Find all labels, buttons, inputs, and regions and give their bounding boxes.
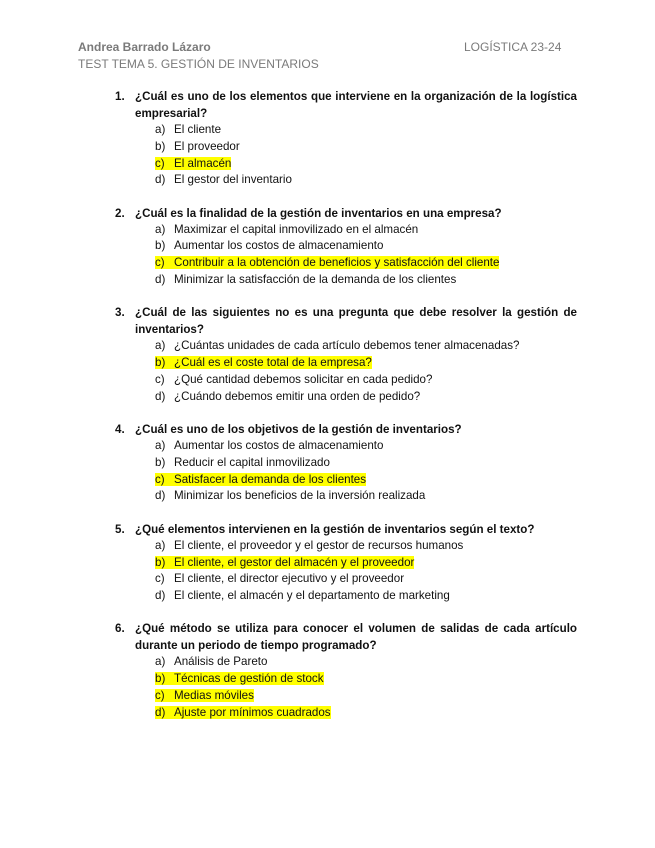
answer-option [155,488,577,505]
highlighted-answer [155,157,231,170]
option-text: El gestor del inventario [174,173,292,187]
answer-option [155,455,577,472]
question-title [115,421,577,438]
option-letter: d) [155,173,166,187]
highlighted-answer [155,256,499,269]
highlighted-answer [155,556,414,569]
answer-option [155,472,577,489]
option-text: Maximizar el capital inmovilizado en el almacén [174,222,419,236]
option-text: ¿Qué cantidad debemos solicitar en cada pedido? [174,372,433,386]
question-title [115,620,577,654]
answer-option [155,555,577,572]
question-4 [115,421,577,505]
answer-content [155,140,240,153]
answer-content [155,223,418,236]
option-text: El cliente, el proveedor y el gestor de recursos humanos [174,538,464,552]
option-text: Satisfacer la demanda de los clientes [174,472,367,486]
option-text: ¿Cuál es el coste total de la empresa? [174,356,372,370]
option-text: Ajuste por mínimos cuadrados [174,705,331,719]
answer-content [155,572,404,585]
question-5 [115,521,577,605]
answer-option [155,588,577,605]
question-text: ¿Qué elementos intervienen en la gestión de inventarios según el texto? [135,522,535,536]
option-letter: a) [155,538,166,552]
answer-content [155,439,383,452]
answer-option [155,238,577,255]
question-text: ¿Cuál es uno de los elementos que interviene en la organización de la logística empresarial? [135,90,577,120]
option-text: El almacén [174,156,232,170]
answer-option [155,355,577,372]
answer-option [155,139,577,156]
option-text: Minimizar los beneficios de la inversión realizada [174,489,426,503]
answer-content [155,339,519,352]
answer-option [155,222,577,239]
question-number: 4. [115,423,125,437]
option-letter: c) [155,372,165,386]
answer-content [155,456,330,469]
question-title [115,304,577,338]
option-text: Medias móviles [174,689,254,703]
answer-option [155,389,577,406]
option-letter: d) [155,589,166,603]
author-name: Andrea Barrado Lázaro [78,40,211,54]
option-letter: d) [155,273,166,287]
option-text: El cliente, el director ejecutivo y el proveedor [174,572,405,586]
answer-content [155,539,463,552]
answer-option [155,272,577,289]
question-text: ¿Qué método se utiliza para conocer el volumen de salidas de cada artículo durante un periodo de tiempo programado? [135,622,577,653]
option-letter: d) [155,389,166,403]
option-letter: a) [155,655,166,669]
answer-content [155,589,450,602]
option-letter: b) [155,555,166,569]
option-letter: d) [155,489,166,503]
answer-option [155,571,577,588]
option-text: ¿Cuántas unidades de cada artículo debemos tener almacenadas? [174,339,520,353]
answer-option [155,538,577,555]
option-letter: c) [155,256,165,270]
answer-option [155,438,577,455]
course-title: LOGÍSTICA 23-24 [464,40,562,54]
option-letter: c) [155,156,165,170]
answer-content [155,123,221,136]
question-title [115,521,577,538]
question-text: ¿Cuál es la finalidad de la gestión de inventarios en una empresa? [135,206,502,220]
answer-option [155,705,577,722]
option-letter: c) [155,572,165,586]
option-text: Contribuir a la obtención de beneficios y satisfacción del cliente [174,256,500,270]
answer-option [155,122,577,139]
question-title [115,205,577,222]
question-title [115,88,577,122]
option-text: El cliente [174,123,222,136]
option-text: Técnicas de gestión de stock [174,672,324,686]
question-number: 3. [115,306,125,320]
question-6 [115,620,577,721]
answer-content [155,239,383,252]
highlighted-answer [155,689,254,702]
question-1 [115,88,577,189]
answer-option [155,156,577,173]
question-3 [115,304,577,405]
option-letter: b) [155,139,166,153]
option-text: Minimizar la satisfacción de la demanda de los clientes [174,273,457,287]
answer-content [155,273,456,286]
answer-content [155,390,420,403]
answer-content [155,489,425,502]
option-letter: b) [155,455,166,469]
question-2 [115,205,577,289]
answer-option [155,671,577,688]
highlighted-answer [155,356,372,369]
answer-content [155,373,432,386]
highlighted-answer [155,672,324,685]
question-number: 5. [115,522,125,536]
highlighted-answer [155,706,331,719]
answer-content [155,655,267,668]
option-text: El cliente, el gestor del almacén y el proveedor [174,555,415,569]
option-letter: a) [155,123,166,136]
option-letter: d) [155,705,166,719]
question-text: ¿Cuál de las siguientes no es una pregunta que debe resolver la gestión de inventarios? [135,306,577,337]
option-text: Análisis de Pareto [174,655,268,669]
document-subtitle: TEST TEMA 5. GESTIÓN DE INVENTARIOS [78,57,319,71]
option-letter: c) [155,472,165,486]
answer-option [155,172,577,189]
question-number: 6. [115,622,125,636]
option-text: Reducir el capital inmovilizado [174,455,330,469]
option-text: El cliente, el almacén y el departamento de marketing [174,589,450,603]
option-letter: a) [155,222,166,236]
question-list [115,88,577,737]
option-text: ¿Cuándo debemos emitir una orden de pedido? [174,389,421,403]
option-text: Aumentar los costos de almacenamiento [174,239,384,253]
option-text: El proveedor [174,139,240,153]
question-number: 1. [115,90,125,103]
answer-option [155,255,577,272]
option-letter: b) [155,356,166,370]
answer-option [155,338,577,355]
option-letter: c) [155,689,165,703]
option-letter: a) [155,339,166,353]
option-text: Aumentar los costos de almacenamiento [174,439,384,453]
question-text: ¿Cuál es uno de los objetivos de la gestión de inventarios? [135,423,462,437]
option-letter: b) [155,672,166,686]
question-number: 2. [115,206,125,220]
highlighted-answer [155,473,366,486]
option-letter: b) [155,239,166,253]
answer-option [155,688,577,705]
answer-option [155,372,577,389]
answer-option [155,654,577,671]
answer-content [155,173,292,186]
option-letter: a) [155,439,166,453]
